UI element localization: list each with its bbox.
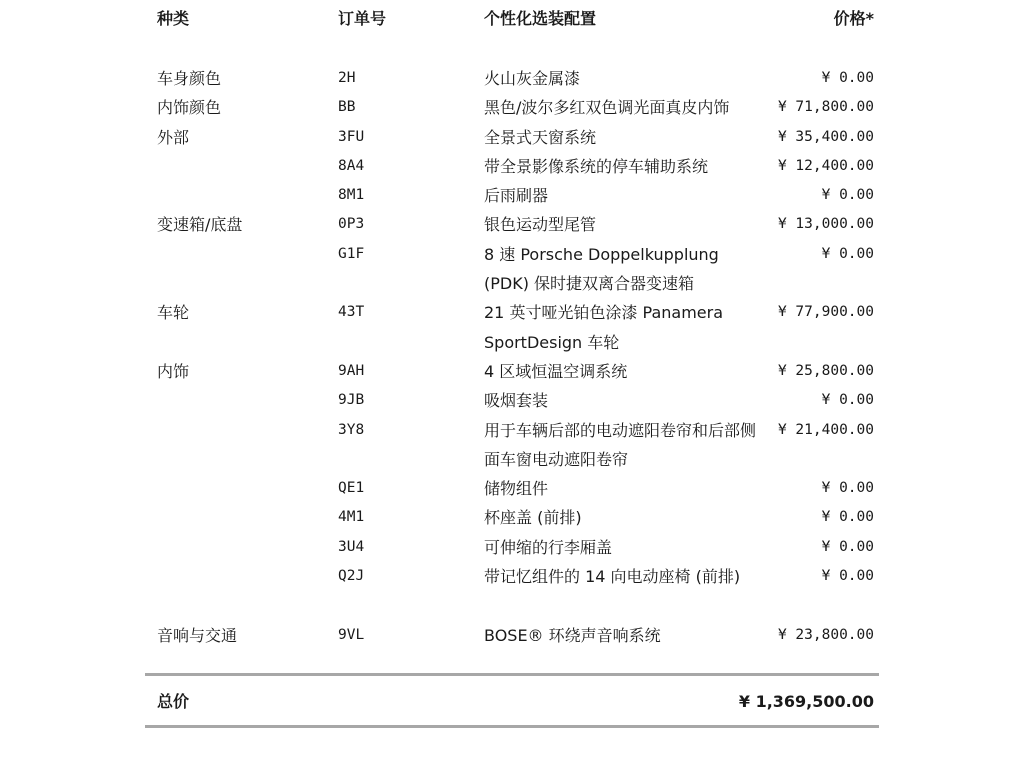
table-row xyxy=(0,181,1024,210)
row-price: ¥ 0.00 xyxy=(821,509,874,526)
row-description: 8 速 Porsche Doppelkupplung (PDK) 保时捷双离合器变速箱 xyxy=(484,244,719,294)
row-price: ¥ 0.00 xyxy=(821,392,874,409)
row-price: ¥ 21,400.00 xyxy=(777,421,874,438)
options-table xyxy=(0,64,1024,650)
row-description: 火山灰金属漆 xyxy=(484,69,581,88)
row-code: BB xyxy=(338,99,356,116)
header-option: 个性化选装配置 xyxy=(484,9,597,28)
row-description: 储物组件 xyxy=(484,479,549,499)
total-label: 总价 xyxy=(157,692,190,711)
total-divider-top xyxy=(145,673,879,676)
row-category: 内饰颜色 xyxy=(157,98,222,118)
row-price: ¥ 0.00 xyxy=(821,245,874,262)
row-price: ¥ 0.00 xyxy=(821,187,874,204)
row-price: ¥ 12,400.00 xyxy=(777,157,874,174)
table-row xyxy=(0,298,1024,357)
row-code: 9VL xyxy=(338,626,365,643)
table-row xyxy=(0,533,1024,562)
row-price: ¥ 77,900.00 xyxy=(777,304,874,321)
table-row xyxy=(0,386,1024,415)
header-price: 价格* xyxy=(833,9,874,28)
total-divider-bottom xyxy=(145,725,879,728)
row-category: 变速箱/底盘 xyxy=(157,215,243,235)
row-category: 车身颜色 xyxy=(157,69,222,88)
row-price: ¥ 13,000.00 xyxy=(777,216,874,233)
row-price: ¥ 23,800.00 xyxy=(777,626,874,643)
row-description: 杯座盖 (前排) xyxy=(484,508,582,528)
table-row xyxy=(0,357,1024,386)
row-price: ¥ 0.00 xyxy=(821,480,874,497)
row-code: 9JB xyxy=(338,392,365,409)
table-row xyxy=(0,621,1024,650)
total-value: ¥ 1,369,500.00 xyxy=(738,692,874,711)
row-price: ¥ 35,400.00 xyxy=(777,128,874,145)
table-header xyxy=(0,7,1024,31)
table-row xyxy=(0,64,1024,93)
row-description: 可伸缩的行李厢盖 xyxy=(484,537,613,557)
row-description: 4 区域恒温空调系统 xyxy=(484,361,628,381)
row-code: 9AH xyxy=(338,362,365,379)
row-code: 4M1 xyxy=(338,509,365,526)
row-code: 3U4 xyxy=(338,538,365,555)
table-row xyxy=(0,240,1024,299)
row-description: 带全景影像系统的停车辅助系统 xyxy=(484,156,709,176)
table-row xyxy=(0,123,1024,152)
row-code: 8M1 xyxy=(338,187,365,204)
row-description: 吸烟套装 xyxy=(484,391,549,411)
row-category: 外部 xyxy=(157,127,190,147)
row-code: G1F xyxy=(338,245,365,262)
table-row xyxy=(0,210,1024,239)
total-row xyxy=(0,690,1024,714)
row-description: 用于车辆后部的电动遮阳卷帘和后部侧面车窗电动遮阳卷帘 xyxy=(484,420,757,469)
table-row xyxy=(0,93,1024,122)
row-code: 43T xyxy=(338,304,365,321)
row-category: 音响与交通 xyxy=(157,625,238,645)
table-row xyxy=(0,416,1024,475)
row-price: ¥ 0.00 xyxy=(821,70,874,86)
table-row xyxy=(0,562,1024,621)
row-description: 带记忆组件的 14 向电动座椅 (前排) xyxy=(484,567,741,587)
row-description: 黑色/波尔多红双色调光面真皮内饰 xyxy=(484,98,730,118)
row-description: BOSE® 环绕声音响系统 xyxy=(484,625,661,645)
row-category: 内饰 xyxy=(157,361,190,381)
row-description: 后雨刷器 xyxy=(484,186,549,206)
header-order-no: 订单号 xyxy=(338,9,387,28)
row-description: 全景式天窗系统 xyxy=(484,127,597,147)
row-code: QE1 xyxy=(338,480,365,497)
row-category: 车轮 xyxy=(157,303,190,323)
row-code: 2H xyxy=(338,70,356,86)
row-code: 0P3 xyxy=(338,216,365,233)
row-code: 8A4 xyxy=(338,157,365,174)
header-category: 种类 xyxy=(157,9,190,28)
table-row xyxy=(0,474,1024,503)
row-code: Q2J xyxy=(338,568,365,585)
row-price: ¥ 71,800.00 xyxy=(777,99,874,116)
row-code: 3Y8 xyxy=(338,421,365,438)
row-price: ¥ 0.00 xyxy=(821,538,874,555)
row-description: 银色运动型尾管 xyxy=(484,215,597,235)
row-price: ¥ 25,800.00 xyxy=(777,362,874,379)
row-price: ¥ 0.00 xyxy=(821,568,874,585)
row-description: 21 英寸哑光铂色涂漆 Panamera SportDesign 车轮 xyxy=(484,303,724,352)
row-code: 3FU xyxy=(338,128,365,145)
table-row xyxy=(0,503,1024,532)
table-row xyxy=(0,152,1024,181)
